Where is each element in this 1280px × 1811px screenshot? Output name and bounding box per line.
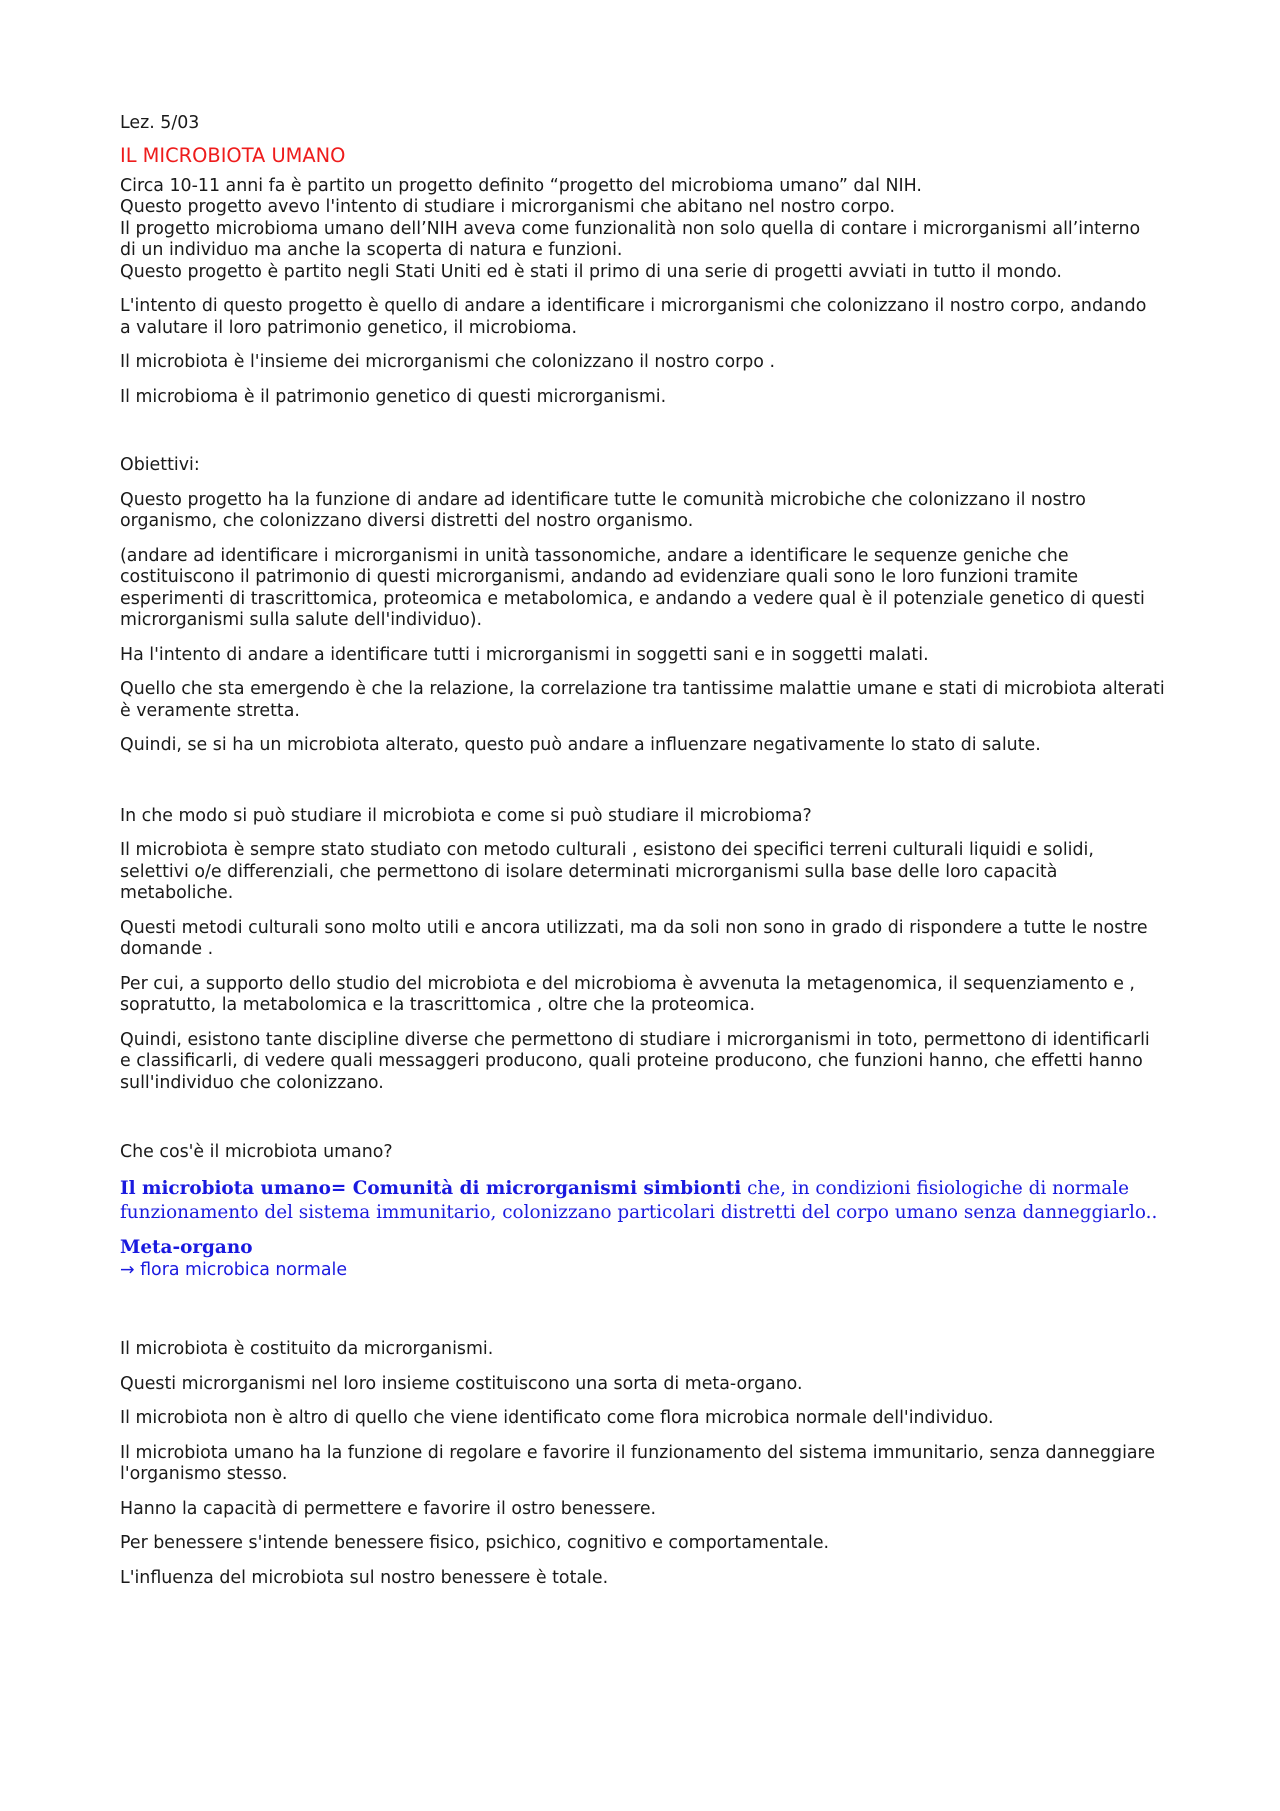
text-line: costituiscono il patrimonio di questi microrganismi, andando ad evidenziare quali sono le loro funzioni tramite: [120, 567, 1079, 587]
text-line: sopratutto, la metabolomica e la trascrittomica , oltre che la proteomica.: [120, 995, 756, 1015]
studio-paragraph-3: [120, 974, 1172, 1017]
document-page: [120, 113, 1172, 1602]
text-line: domande .: [120, 939, 214, 959]
obiettivi-paragraph-4: [120, 679, 1172, 722]
conclusione-paragraph-5: Hanno la capacità di permettere e favorire il ostro benessere.: [120, 1498, 657, 1519]
definition-text: che, in condizioni fisiologiche di normale: [741, 1177, 1129, 1199]
text-line: Quello che sta emergendo è che la relazione, la correlazione tra tantissime malattie umane e stati di microbiota alterati: [120, 679, 1165, 699]
text-line: esperimenti di trascrittomica, proteomica e metabolomica, e andando a vedere qual è il potenziale genetico di questi: [120, 588, 1145, 609]
defined-term: Il microbiota umano= Comunità di microrganismi simbionti: [120, 1177, 742, 1199]
text-line: selettivi o/e differenziali, che permettono di isolare determinati microrganismi sulla base delle loro capacità: [120, 861, 1058, 882]
text-line: e classificarli, di vedere quali messaggeri producono, quali proteine producono, che funzioni hanno, che effetti hanno: [120, 1051, 1143, 1071]
obiettivi-paragraph-5: Quindi, se si ha un microbiota alterato, questo può andare a influenzare negativamente lo stato di salute.: [120, 735, 1041, 755]
text-line: [120, 1177, 1172, 1201]
spacer: [120, 1107, 1172, 1142]
text-line: è veramente stretta.: [120, 700, 300, 721]
spacer: [120, 770, 1172, 806]
text-line: Questi metodi culturali sono molto utili e ancora utilizzati, ma da soli non sono in grado di rispondere a tutte le nostre: [120, 917, 1148, 938]
text-line: a valutare il loro patrimonio genetico, il microbioma.: [120, 317, 578, 338]
text-line: metaboliche.: [120, 883, 234, 903]
microbiota-definition: Il microbiota è l'insieme dei microrganismi che colonizzano il nostro corpo .: [120, 352, 775, 372]
conclusione-paragraph-6: Per benessere s'intende benessere fisico, psichico, cognitivo e comportamentale.: [120, 1533, 830, 1553]
text-line: organismo, che colonizzano diversi distretti del nostro organismo.: [120, 511, 694, 531]
meta-organo-term: [120, 1236, 1172, 1260]
conclusione-paragraph-7: L'influenza del microbiota sul nostro benessere è totale.: [120, 1567, 609, 1588]
microbiota-umano-definition: [120, 1177, 1172, 1225]
text-line: sull'individuo che colonizzano.: [120, 1072, 384, 1093]
flora-microbica-note: → flora microbica normale: [120, 1259, 348, 1280]
studio-paragraph-4: [120, 1030, 1172, 1095]
meta-organo-block: [120, 1236, 1172, 1282]
text-line: funzionamento del sistema immunitario, colonizzano particolari distretti del corpo umano senza danneggiarlo..: [120, 1201, 1158, 1223]
text-line: Quindi, esistono tante discipline diverse che permettono di studiare i microrganismi in toto, permettono di identificarli: [120, 1029, 1150, 1050]
conclusione-paragraph-3: Il microbiota non è altro di quello che viene identificato come flora microbica normale dell'individuo.: [120, 1408, 994, 1428]
microbioma-definition: Il microbioma è il patrimonio genetico di questi microrganismi.: [120, 386, 667, 407]
text-line: Questo progetto ha la funzione di andare ad identificare tutte le comunità microbiche che colonizzano il nostro: [120, 489, 1086, 510]
text-line: L'intento di questo progetto è quello di andare a identificare i microrganismi che colonizzano il nostro corpo, andando: [120, 296, 1147, 316]
text-line: l'organismo stesso.: [120, 1464, 288, 1484]
obiettivi-paragraph-2: [120, 546, 1172, 632]
page-title: IL MICROBIOTA UMANO: [120, 143, 346, 167]
text-line: microrganismi sulla salute dell'individuo).: [120, 610, 483, 630]
intro-line: di un individuo ma anche la scoperta di natura e funzioni.: [120, 240, 623, 260]
obiettivi-paragraph-1: [120, 490, 1172, 533]
text-line: Per cui, a supporto dello studio del microbiota e del microbioma è avvenuta la metagenomica, il sequenziamento e ,: [120, 973, 1135, 994]
definizione-question: Che cos'è il microbiota umano?: [120, 1142, 393, 1162]
spacer: [120, 421, 1172, 455]
intro-line: Circa 10-11 anni fa è partito un progetto definito “progetto del microbioma umano” dal NIH.: [120, 175, 922, 196]
intro-paragraph-2: [120, 296, 1172, 339]
intro-paragraph: [120, 176, 1172, 284]
obiettivi-heading: Obiettivi:: [120, 455, 200, 475]
intro-line: Questo progetto avevo l'intento di studiare i microrganismi che abitano nel nostro corpo.: [120, 197, 896, 217]
obiettivi-paragraph-3: Ha l'intento di andare a identificare tutti i microrganismi in soggetti sani e in soggetti malati.: [120, 644, 929, 665]
intro-line: Il progetto microbioma umano dell’NIH aveva come funzionalità non solo quella di contare i microrganismi all’interno: [120, 218, 1141, 239]
conclusione-paragraph-4: [120, 1443, 1172, 1486]
conclusione-paragraph-2: Questi microrganismi nel loro insieme costituiscono una sorta di meta-organo.: [120, 1373, 803, 1394]
studio-question: In che modo si può studiare il microbiota e come si può studiare il microbioma?: [120, 805, 812, 826]
text-line: (andare ad identificare i microrganismi in unità tassonomiche, andare a identificare le sequenze geniche che: [120, 545, 1069, 566]
meta-organo-label: Meta-organo: [120, 1236, 253, 1258]
spacer: [120, 1281, 1172, 1339]
text-line: Il microbiota umano ha la funzione di regolare e favorire il funzionamento del sistema immunitario, senza danneggiare: [120, 1442, 1156, 1463]
studio-paragraph-1: [120, 840, 1172, 905]
conclusione-paragraph-1: Il microbiota è costituito da microrganismi.: [120, 1339, 494, 1359]
intro-line: Questo progetto è partito negli Stati Uniti ed è stati il primo di una serie di progetti avviati in tutto il mondo.: [120, 261, 1062, 282]
lecture-label: Lez. 5/03: [120, 113, 200, 133]
studio-paragraph-2: [120, 918, 1172, 961]
text-line: Il microbiota è sempre stato studiato con metodo culturali , esistono dei specifici terreni culturali liquidi e solidi,: [120, 840, 1094, 860]
